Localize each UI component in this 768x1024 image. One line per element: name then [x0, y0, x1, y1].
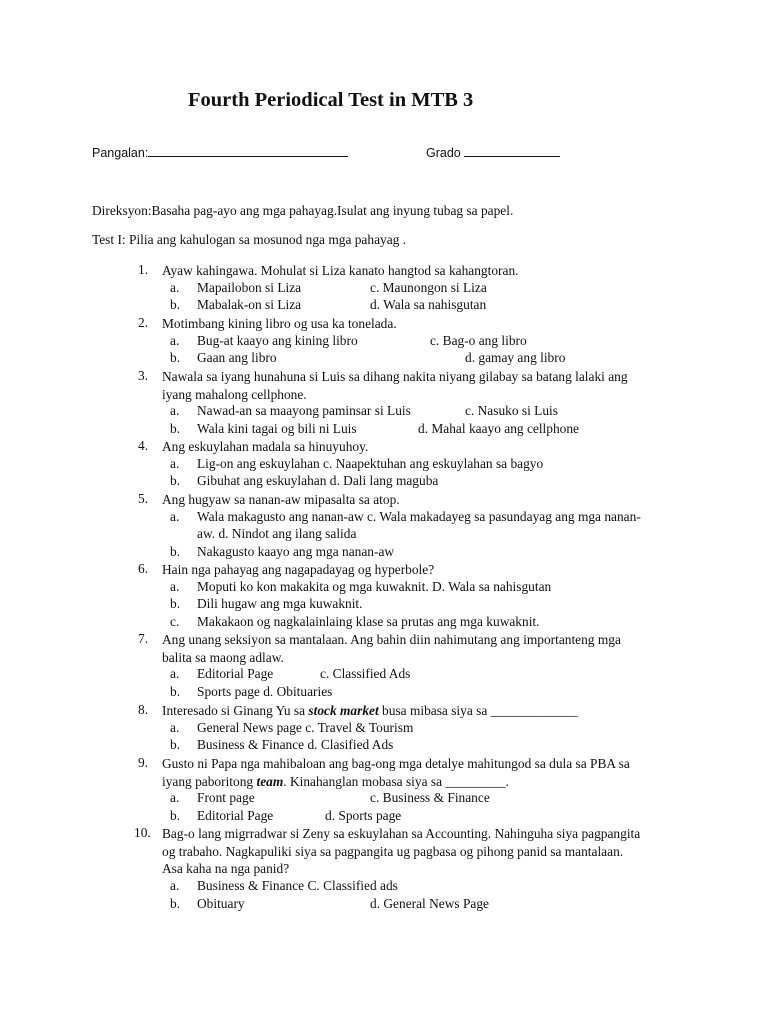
option-letter: b. [170, 297, 181, 313]
name-field [92, 144, 348, 160]
option-text-right: c. Classified Ads [320, 666, 411, 682]
question-number: 4. [138, 438, 149, 453]
option-letter: c. [170, 614, 180, 630]
option-text: Bug-at kaayo ang kining libro [197, 332, 358, 348]
question-text: Asa kaha na nga panid? [162, 861, 290, 877]
option-letter: a. [170, 508, 180, 524]
name-label: Pangalan: [92, 146, 149, 160]
question-number: 10. [134, 825, 151, 840]
grade-blank[interactable] [464, 144, 560, 157]
question-text: Gusto ni Papa nga mahibaloan ang bag-ong mga detalye mahitungod sa dula sa PBA sa [162, 756, 630, 771]
option-letter: a. [170, 578, 180, 594]
option-text-right: d. Mahal kaayo ang cellphone [418, 421, 580, 437]
option-text-right: c. Maunongon si Liza [370, 279, 487, 295]
name-blank[interactable] [148, 144, 348, 157]
option-letter: a. [170, 666, 180, 682]
option-letter: a. [170, 403, 180, 419]
question-number: 5. [138, 491, 149, 506]
option-text-right: d. gamay ang libro [465, 350, 566, 366]
option-letter: b. [170, 350, 181, 366]
question-text: og trabaho. Nagkapuliki siya sa pagpangita ug pagbasa og pihong panid sa mantalaan. [162, 843, 624, 859]
option-text-right: c. Business & Finance [370, 790, 490, 806]
option-letter: a. [170, 332, 180, 348]
question-text: iyang mahalong cellphone. [162, 386, 307, 402]
question-text: Hain nga pahayag ang nagapadayag og hyperbole? [162, 562, 435, 577]
option-letter: a. [170, 719, 180, 735]
option-letter: b. [170, 473, 181, 489]
option-text: Wala makagusto ang nanan-aw c. Wala makadayeg sa pasundayag ang mga nanan- [197, 508, 641, 524]
question-number: 1. [138, 262, 149, 277]
option-text: Editorial Page [197, 808, 274, 824]
directions: Direksyon:Basaha pag-ayo ang mga pahayag.Isulat ang inyung tubag sa papel. [92, 203, 514, 218]
question-number: 9. [138, 755, 149, 770]
option-text: Wala kini tagai og bili ni Luis [197, 421, 357, 437]
page-title: Fourth Periodical Test in MTB 3 [188, 89, 474, 111]
option-letter: b. [170, 737, 181, 753]
option-letter: a. [170, 455, 180, 471]
option-text-right: d. Sports page [325, 808, 402, 824]
question-text [162, 773, 509, 790]
option-text: General News page c. Travel & Tourism [197, 719, 414, 735]
question-text-part: busa mibasa siya sa _____________ [378, 703, 578, 718]
question-text: Motimbang kining libro og usa ka tonelada. [162, 316, 397, 331]
option-letter: b. [170, 596, 181, 612]
option-text-right: c. Nasuko si Luis [465, 403, 558, 419]
grade-field [426, 144, 560, 160]
option-text: Mapailobon si Liza [197, 279, 302, 295]
option-text: Editorial Page [197, 666, 274, 682]
option-text: Business & Finance C. Classified ads [197, 878, 398, 894]
option-text: Mabalak-on si Liza [197, 297, 302, 313]
question-text: Ang unang seksiyon sa mantalaan. Ang bahin diin nahimutang ang importanteng mga [162, 632, 621, 647]
question-text: Nawala sa iyang hunahuna si Luis sa dihang nakita niyang gilabay sa batang lalaki ang [162, 369, 628, 384]
option-letter: a. [170, 790, 180, 806]
option-letter: b. [170, 895, 181, 911]
option-text: Makakaon og nagkalainlaing klase sa prutas ang mga kuwaknit. [197, 614, 540, 630]
option-text: Front page [197, 790, 255, 806]
option-letter: b. [170, 808, 181, 824]
question-text: Ang hugyaw sa nanan-aw mipasalta sa atop. [162, 492, 400, 507]
option-letter: a. [170, 878, 180, 894]
question-number: 6. [138, 561, 149, 576]
emphasized-term: team [256, 773, 284, 789]
option-text: Obituary [197, 895, 245, 911]
option-text: Business & Finance d. Clasified Ads [197, 737, 394, 753]
grade-label: Grado [426, 146, 461, 160]
option-text-right: c. Bag-o ang libro [430, 332, 527, 348]
question-number: 2. [138, 315, 149, 330]
option-text: Dili hugaw ang mga kuwaknit. [197, 596, 363, 612]
option-letter: b. [170, 684, 181, 700]
option-text: Gibuhat ang eskuylahan d. Dali lang maguba [197, 473, 439, 489]
option-text: Sports page d. Obituaries [197, 684, 333, 700]
question-text: Ang eskuylahan madala sa hinuyuhoy. [162, 439, 369, 454]
option-text: Nakagusto kaayo ang mga nanan-aw [197, 544, 395, 560]
question-text [162, 702, 578, 719]
option-letter: a. [170, 279, 180, 295]
option-text-right: d. Wala sa nahisgutan [370, 297, 487, 313]
question-number: 8. [138, 702, 149, 717]
option-text-right: d. General News Page [370, 895, 489, 911]
question-text: Ayaw kahingawa. Mohulat si Liza kanato hangtod sa kahangtoran. [162, 263, 519, 278]
option-letter: b. [170, 544, 181, 560]
option-text: Moputi ko kon makakita og mga kuwaknit. D. Wala sa nahisgutan [197, 578, 552, 594]
option-text: aw. d. Nindot ang ilang salida [197, 526, 357, 542]
question-text: Bag-o lang migrradwar si Zeny sa eskuylahan sa Accounting. Nahinguha siya pagpangita [162, 826, 641, 841]
question-text-part: iyang paboritong [162, 773, 257, 789]
test-heading: Test I: Pilia ang kahulogan sa mosunod nga mga pahayag . [92, 232, 407, 247]
option-text: Lig-on ang eskuylahan c. Naapektuhan ang eskuylahan sa bagyo [197, 455, 544, 471]
question-text-part: Interesado si Ginang Yu sa [162, 703, 309, 718]
question-number: 7. [138, 631, 149, 646]
option-letter: b. [170, 421, 181, 437]
question-text-part: . Kinahanglan mobasa siya sa _________. [283, 773, 509, 789]
question-text: balita sa maong adlaw. [162, 649, 284, 665]
option-text: Gaan ang libro [197, 350, 277, 366]
option-text: Nawad-an sa maayong paminsar si Luis [197, 403, 411, 419]
question-number: 3. [138, 368, 149, 383]
emphasized-term: stock market [308, 703, 379, 718]
